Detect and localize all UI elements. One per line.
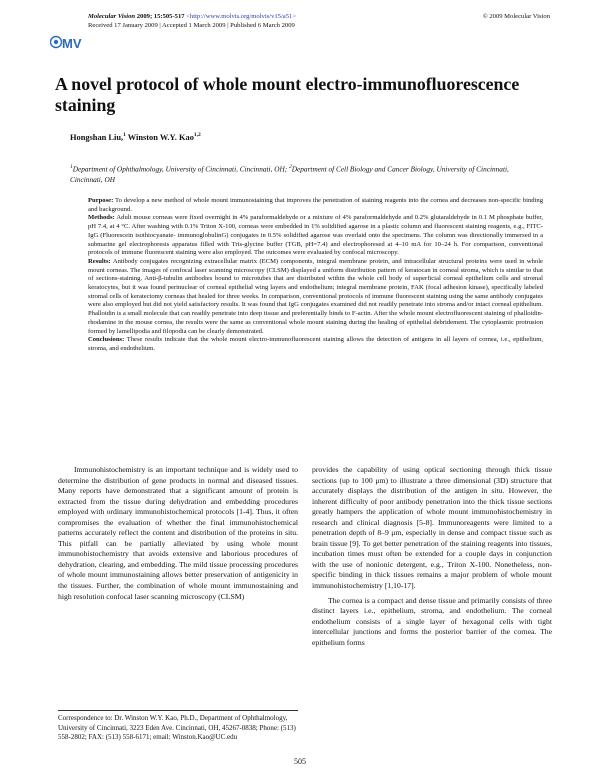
affil-2-marker: 2 [289, 164, 292, 170]
page-number: 505 [294, 757, 306, 766]
footnote-divider [58, 710, 298, 711]
article-dates: Received 17 January 2009 | Accepted 1 March 2009 | Published 6 March 2009 [88, 21, 295, 29]
molecular-vision-logo [50, 28, 82, 54]
article-title: A novel protocol of whole mount electro-immunofluorescence staining [55, 74, 520, 115]
affiliation-2: Department of Cell Biology and Cancer Biology, University of Cincinnati, Cincinnati, OH [70, 164, 509, 184]
abstract [88, 197, 543, 354]
copyright-notice: © 2009 Molecular Vision [482, 13, 550, 20]
author-2: Winston W.Y. Kao [127, 132, 194, 142]
page-header [50, 10, 550, 58]
conclusions-label: Conclusions: [88, 336, 125, 344]
affiliation-1: Department of Ophthalmology, University of Cincinnati, Cincinnati, OH; [72, 164, 288, 174]
intro-paragraph-1-continued: provides the capability of using optical sectioning through thick tissue sections (up to 100 μm) to illustrate a three dimensional (3D) structure that accurately displays the distribution of the antigen in situ. However, the inherent difficulty of poor antibody penetration into the thick tissue sections greatly hampers the application of whole mount immunohistochemistry in research and clinical diagnosis [5-8]. Immunoreagents were limited to a penetration depth of 8–9 μm, especially in dense and compact tissue such as brain tissue [9]. To get better penetration of the staining reagents into tissues, incubation times must often be extended for a couple days in conjunction with the use of nonionic detergent, e.g., Triton X-100. Nonetheless, non-specific binding in thick tissues remains a major problem of whole mount immunohistochemistry [1,10-17]. [312, 465, 552, 591]
journal-url-link[interactable]: <http://www.molvis.org/molvis/v15/a51> [186, 13, 297, 20]
logo-text: MV [62, 36, 82, 51]
results-label: Results: [88, 257, 111, 265]
conclusions-text: These results indicate that the whole mount electro-immunofluorescent staining allows the detection of antigens in all layers of cornea, i.e., epithelium, stroma, and endothelium. [88, 336, 544, 352]
results-text: Antibody conjugates recognizing extracellular matrix (ECM) components, integral membrane protein, and intracellular structural proteins were used in whole mount corneas. The images of confocal laser scanning microscopy (CLSM) displayed a uniform distribution pattern of keratocan in corneal stroma, which is similar to that of sections-staining. Anti-β-tubulin antibodies bound to microtubes that are distributed within the whole cell body of superficial corneal epithelium cells and stromal keratocytes, but it was found perinuclear of corneal epithelial wing layers and endothelium; integral membrane protein, FAK (focal adhesion kinase), specifically labeled stromal cells of keratectomy corneas that healed for three weeks. In comparison, conventional protocols of immune fluorescent staining using the same antibody conjugates were also employed but did not yield satisfactory results. It was found that IgG conjugates examined did not readily penetrate into stroma and/or intact corneal epithelium. Phalloidin is a small molecule that can readily penetrate into deep tissue and preferentially binds to F-actin. After the whole mount electrofluorescent staining of phalloidin-rhodamine in the mouse cornea, the results were the same as conventional whole mount staining during the healing of epithelial debridement. The cytoplasmic protrusion formed by lamellipodia and filopodia can be clearly demonstrated. [88, 257, 543, 335]
correspondence-footnote [58, 714, 298, 743]
purpose-label: Purpose: [88, 197, 114, 204]
intro-paragraph-2: The cornea is a compact and dense tissue and primarily consists of three distinct layers i.e., epithelium, stroma, and endothelium. The corneal endothelium consists of a single layer of hexagonal cells with tight intercellular junctions and forms the posterior barrier of the cornea. The epithelium forms [312, 595, 552, 647]
methods-text: Adult mouse corneas were fixed overnight in 4% paraformaldehyde or a mixture of 4% paraformaldehyde and 0.2% glutaraldehyde in 0.1 M phosphate buffer, pH 7.4, at 4 °C. After washing with 0.1% Triton X-100, corneas were embedded in 1% solidified agarose in a plastic column and fluorescent staining reagents, e.g., FITC-IgG (Fluorescein isothiocyanate- immunoglobulinG) conjugates in 0.5% solidified agarose was overlaid onto the specimens. The column was directionally immersed in a submarine gel electrophoresis apparatus filled with Tris-glycine buffer (TGB, pH=7.4) and electrophoresed at 4–10 mA for 10–24 h. For comparison, conventional protocols of immune fluorescent staining were also employed. The outcomes were evaluated by confocal microscopy. [88, 214, 543, 257]
intro-paragraph-1: Immunohistochemistry is an important technique and is widely used to determine the distribution of gene products in normal and diseased tissues. Many reports have demonstrated that a significant amount of protein is extracted from the tissue during dehydration and embedding procedures employed with ordinary immunohistochemical protocols [1-4]. Thus, it often compromises the evaluation of whether the final immunohistochemical patterns accurately reflect the content and distribution of the proteins in situ. This pitfall can be partially alleviated by using whole mount immunohistochemistry that avoids extensive and laborious procedures of dehydration, clearing, and embedding. The mild tissue processing procedures of whole mount immunostaining allows better preservation of antigenicity in the tissues. Further, the combination of whole mount immunostaining and high resolution confocal laser scanning microscopy (CLSM) [58, 465, 298, 601]
author-2-affil: 1,2 [193, 132, 201, 138]
affiliations [70, 162, 540, 185]
abstract-results [88, 258, 543, 336]
journal-info [88, 13, 296, 30]
author-list [70, 132, 201, 142]
correspondence-text: Correspondence to: Dr. Winston W.Y. Kao, Ph.D., Department of Ophthalmology, University of Cincinnati, 3223 Eden Ave. Cincinnati, OH, 45267-0838; Phone: (513) 558-2802; FAX: (513) 558-6171; email: Winston.Kao@UC.edu [58, 714, 296, 742]
affil-1-marker: 1 [70, 164, 73, 170]
methods-label: Methods: [88, 214, 115, 222]
journal-name: Molecular Vision [88, 13, 136, 20]
volume-info: 2009; 15:505-517 [136, 13, 185, 20]
purpose-text: To develop a new method of whole mount immunostaining that improves the penetration of staining reagents into the cornea and decreases non-specific binding and background. [88, 197, 544, 213]
abstract-conclusions [88, 336, 543, 353]
abstract-purpose [88, 197, 543, 214]
body-column-right [312, 465, 552, 648]
body-column-left [58, 465, 298, 602]
author-1: Hongshan Liu, [70, 132, 124, 142]
abstract-methods [88, 214, 543, 258]
author-1-affil: 1 [123, 132, 126, 138]
